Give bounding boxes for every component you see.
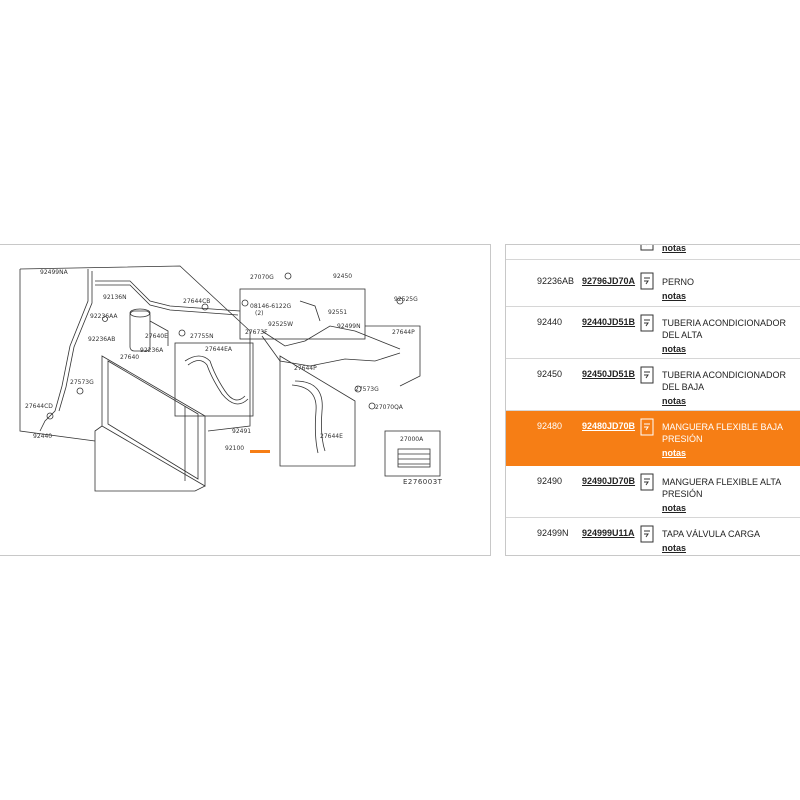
svg-text:27070QA: 27070QA <box>375 404 403 411</box>
svg-text:27640: 27640 <box>120 354 140 361</box>
list-item-selected[interactable] <box>506 411 800 466</box>
part-description: MANGUERA FLEXIBLE BAJA PRESIÓN <box>662 422 783 444</box>
svg-text:27755N: 27755N <box>190 333 214 340</box>
svg-text:92499NA: 92499NA <box>40 269 68 276</box>
part-reference: 92490 <box>537 476 563 486</box>
svg-text:92136N: 92136N <box>103 294 127 301</box>
svg-text:27644P: 27644P <box>294 365 317 372</box>
part-number-link[interactable]: 92490JD70B <box>582 476 636 486</box>
add-to-cart-icon[interactable] <box>640 244 654 251</box>
list-item <box>506 244 800 260</box>
part-reference: 92480 <box>537 421 563 431</box>
svg-text:27640E: 27640E <box>145 333 168 340</box>
svg-text:92450: 92450 <box>333 273 353 280</box>
parts-list-panel <box>505 244 800 556</box>
notes-link[interactable]: notas <box>662 503 687 513</box>
notes-link[interactable]: notas <box>662 448 687 458</box>
part-number-link[interactable]: 92796JD70A <box>582 276 636 286</box>
list-item[interactable] <box>506 466 800 518</box>
add-to-cart-icon[interactable] <box>640 473 654 491</box>
add-to-cart-icon[interactable] <box>640 314 654 332</box>
notes-link[interactable]: notas <box>662 244 687 253</box>
notes-link[interactable]: notas <box>662 344 687 354</box>
part-description: TAPA VÁLVULA CARGA <box>662 529 761 539</box>
selected-part-marker <box>250 450 270 453</box>
svg-text:27644CB: 27644CB <box>183 298 211 305</box>
svg-text:27573G: 27573G <box>355 386 379 393</box>
list-item[interactable] <box>506 518 800 556</box>
svg-text:92491: 92491 <box>232 428 252 435</box>
parts-diagram-panel <box>0 244 491 556</box>
part-number-link[interactable]: 92440JD51B <box>582 317 636 327</box>
part-description: MANGUERA FLEXIBLE ALTA PRESIÓN <box>662 477 781 499</box>
part-reference: 92236AB <box>537 276 575 286</box>
figure-code: E276003T <box>403 478 443 486</box>
part-description: PERNO <box>662 277 695 287</box>
svg-text:92236AB: 92236AB <box>88 336 116 343</box>
svg-text:27644CD: 27644CD <box>25 403 53 410</box>
svg-text:92525G: 92525G <box>394 296 418 303</box>
svg-text:92236A: 92236A <box>140 347 164 354</box>
list-item[interactable] <box>506 359 800 411</box>
svg-text:27573G: 27573G <box>70 379 94 386</box>
add-to-cart-icon[interactable] <box>640 525 654 543</box>
svg-text:92551: 92551 <box>328 309 348 316</box>
list-item[interactable] <box>506 260 800 307</box>
svg-text:92236AA: 92236AA <box>90 313 118 320</box>
add-to-cart-icon[interactable] <box>640 272 654 290</box>
svg-text:92525W: 92525W <box>268 321 294 328</box>
part-reference: 92440 <box>537 317 563 327</box>
part-number-link[interactable]: 92480JD70B <box>582 421 636 431</box>
part-number-link[interactable]: 92450JD51B <box>582 369 636 379</box>
part-reference: 92450 <box>537 369 563 379</box>
svg-text:27644EA: 27644EA <box>205 346 232 353</box>
list-item[interactable] <box>506 307 800 359</box>
svg-text:(2): (2) <box>255 310 264 317</box>
part-description: TUBERIA ACONDICIONADOR DEL BAJA <box>662 370 787 392</box>
exploded-parts-diagram <box>0 245 491 557</box>
svg-text:08146-6122G: 08146-6122G <box>250 303 292 310</box>
svg-text:92100: 92100 <box>225 445 245 452</box>
part-number-link[interactable]: 924999U11A <box>582 528 635 538</box>
svg-text:27000A: 27000A <box>400 436 424 443</box>
part-description: TUBERIA ACONDICIONADOR DEL ALTA <box>662 318 787 340</box>
notes-link[interactable]: notas <box>662 291 687 301</box>
part-reference: 92499N <box>537 528 569 538</box>
svg-text:27644P: 27644P <box>392 329 415 336</box>
svg-text:27070G: 27070G <box>250 274 274 281</box>
add-to-cart-icon[interactable] <box>640 418 654 436</box>
svg-text:92499N: 92499N <box>337 323 361 330</box>
svg-text:92440: 92440 <box>33 433 53 440</box>
svg-text:27673F: 27673F <box>245 329 268 336</box>
svg-text:27644E: 27644E <box>320 433 343 440</box>
add-to-cart-icon[interactable] <box>640 366 654 384</box>
notes-link[interactable]: notas <box>662 396 687 406</box>
notes-link[interactable]: notas <box>662 543 687 553</box>
